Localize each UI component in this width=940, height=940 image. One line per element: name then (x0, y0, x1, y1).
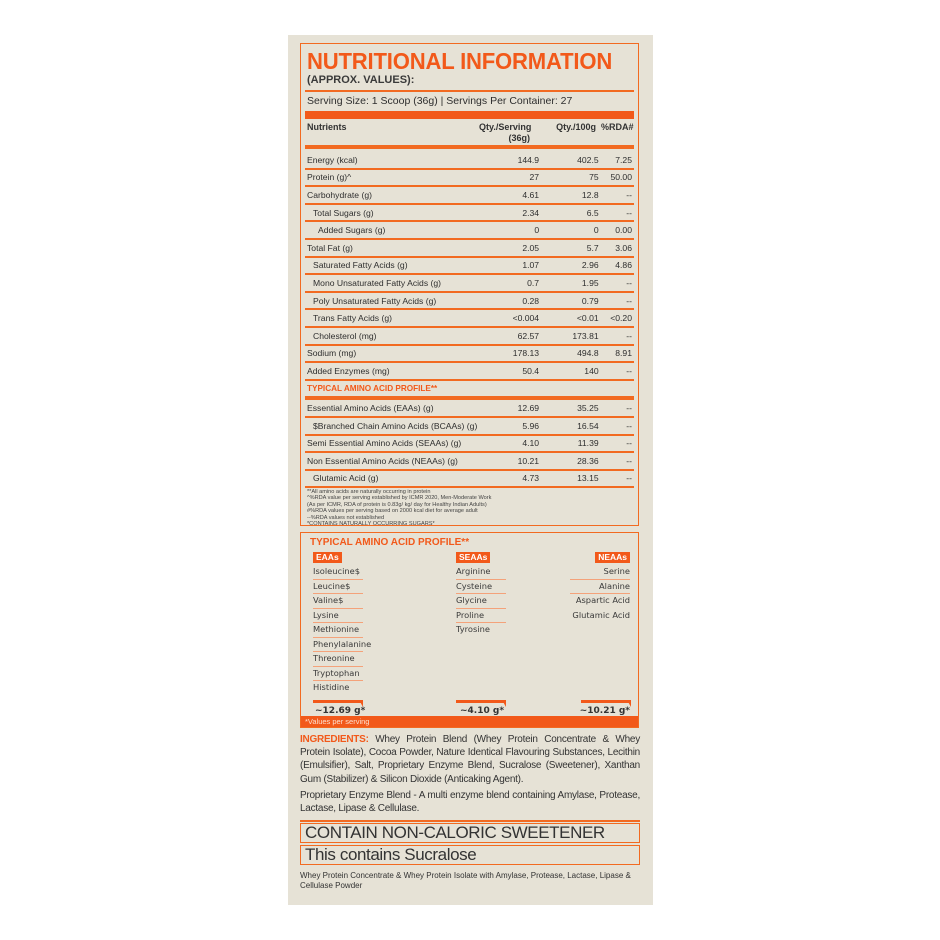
ingredients (300, 733, 640, 818)
qty-100g: 12.8 (541, 186, 601, 204)
serving-info: Serving Size: 1 Scoop (36g) | Servings Per Container: 27 (307, 95, 573, 107)
table-row (305, 257, 634, 275)
amino-acid-item: Glutamic Acid (572, 609, 630, 620)
rda: -- (601, 186, 634, 204)
qty-100g: 6.5 (541, 204, 601, 222)
ingredients-list (300, 733, 640, 786)
seaas-total: ~4.10 g* (460, 706, 505, 716)
eaas-total: ~12.69 g* (315, 706, 366, 716)
footnote: *CONTAINS NATURALLY OCCURRING SUGARS* (307, 521, 435, 528)
ingredients-label: INGREDIENTS: (300, 734, 369, 745)
qty-100g: 13.15 (541, 470, 601, 488)
qty-100g: 1.95 (541, 274, 601, 292)
amino-acid-item: Cysteine (456, 580, 506, 595)
amino-acid-item: Arginine (456, 565, 506, 580)
col-header-serving-line1: Qty./Serving (479, 122, 532, 132)
nutrition-table (305, 152, 634, 488)
nutrition-facts-panel (300, 43, 639, 526)
qty-100g: 402.5 (541, 152, 601, 169)
header-bar (305, 111, 634, 119)
qty-100g: 28.36 (541, 452, 601, 470)
amino-acid-item: Methionine (313, 623, 363, 638)
sucralose-warning: This contains Sucralose (300, 845, 640, 865)
qty-serving: 62.57 (491, 327, 541, 345)
panel-subtitle: (APPROX. VALUES): (307, 74, 415, 86)
table-row (305, 435, 634, 453)
nutrient-name: Mono Unsaturated Fatty Acids (g) (305, 274, 491, 292)
qty-100g: 0.79 (541, 292, 601, 310)
nutrition-label (288, 35, 653, 905)
qty-serving: 4.10 (491, 435, 541, 453)
header-divider (305, 145, 634, 149)
divider (300, 820, 640, 822)
qty-100g: 0 (541, 221, 601, 239)
qty-100g: 11.39 (541, 435, 601, 453)
rda: -- (601, 452, 634, 470)
col-header-per100: Qty./100g (556, 122, 596, 132)
qty-serving: 4.61 (491, 186, 541, 204)
table-row (305, 169, 634, 187)
nutrient-name: Protein (g)^ (305, 169, 491, 187)
rda: <0.20 (601, 309, 634, 327)
qty-100g: 5.7 (541, 239, 601, 257)
seaas-list (456, 565, 506, 638)
amino-section-header (305, 380, 634, 399)
qty-100g: 140 (541, 362, 601, 380)
qty-serving: 1.07 (491, 257, 541, 275)
amino-acid-item: Lysine (313, 609, 363, 624)
rda: 0.00 (601, 221, 634, 239)
seaas-tag: SEAAs (456, 552, 490, 563)
nutrient-name: Essential Amino Acids (EAAs) (g) (305, 398, 491, 417)
rda: -- (601, 204, 634, 222)
table-row (305, 417, 634, 435)
rda: 50.00 (601, 169, 634, 187)
nutrient-name: Carbohydrate (g) (305, 186, 491, 204)
col-header-serving-line2: (36g) (508, 133, 530, 143)
qty-serving: 2.34 (491, 204, 541, 222)
amino-acid-item: Serine (570, 565, 630, 580)
footnote: ^%RDA value per serving established by ICMR 2020, Men-Moderate Work (307, 495, 492, 502)
amino-acid-item: Threonine (313, 652, 363, 667)
ingredients-text: Whey Protein Blend (Whey Protein Concentrate & Whey Protein Isolate), Cocoa Powder, Nature Identical Flavouring Substances, Lecithin (Emulsifier), Salt, Proprietary Enzyme Blend, Sucralose (Sweetener), Xanthan Gum (Stabilizer) & Silicon Dioxide (Anticaking Agent). (300, 734, 640, 785)
amino-acid-item: Proline (456, 609, 506, 624)
neaas-list (570, 565, 630, 623)
nutrient-name: Total Sugars (g) (305, 204, 491, 222)
qty-100g: 75 (541, 169, 601, 187)
table-row (305, 274, 634, 292)
qty-serving: 10.21 (491, 452, 541, 470)
panel-title: NUTRITIONAL INFORMATION (307, 48, 613, 74)
rda: -- (601, 435, 634, 453)
qty-serving: 0 (491, 221, 541, 239)
seaas-total-marker (456, 700, 506, 703)
values-per-serving-note: *Values per serving (301, 716, 638, 727)
qty-serving: 5.96 (491, 417, 541, 435)
qty-serving: 2.05 (491, 239, 541, 257)
nutrient-name: Added Sugars (g) (305, 221, 491, 239)
amino-acid-item: Phenylalanine (313, 638, 363, 653)
table-row (305, 398, 634, 417)
rda: 4.86 (601, 257, 634, 275)
footnote: **All amino acids are naturally occurring in protein (307, 489, 431, 495)
table-row (305, 186, 634, 204)
qty-serving: 0.7 (491, 274, 541, 292)
nutrient-name: Cholesterol (mg) (305, 327, 491, 345)
table-row (305, 345, 634, 363)
rda: 8.91 (601, 345, 634, 363)
amino-profile-title: TYPICAL AMINO ACID PROFILE** (310, 537, 470, 548)
nutrient-name: Trans Fatty Acids (g) (305, 309, 491, 327)
nutrient-name: Poly Unsaturated Fatty Acids (g) (305, 292, 491, 310)
nutrient-name: Added Enzymes (mg) (305, 362, 491, 380)
qty-serving: 4.73 (491, 470, 541, 488)
rda: -- (601, 292, 634, 310)
sweetener-warning: CONTAIN NON-CALORIC SWEETENER (300, 823, 640, 843)
neaas-tag: NEAAs (595, 552, 630, 563)
footnotes (307, 489, 491, 527)
footnote: (As per ICMR, RDA of protein is 0.83g/ kg/ day for Healthy Indian Adults) (307, 501, 487, 508)
nutrient-name: $Branched Chain Amino Acids (BCAAs) (g) (305, 417, 491, 435)
qty-100g: 2.96 (541, 257, 601, 275)
rda: 7.25 (601, 152, 634, 169)
neaas-total-marker (581, 700, 631, 703)
nutrient-name: Saturated Fatty Acids (g) (305, 257, 491, 275)
col-header-nutrients: Nutrients (307, 122, 347, 132)
eaas-tag: EAAs (313, 552, 342, 563)
footnote: --%RDA values not established (307, 514, 385, 521)
nutrient-name: Non Essential Amino Acids (NEAAs) (g) (305, 452, 491, 470)
amino-acid-item: Tyrosine (456, 624, 490, 634)
table-row (305, 152, 634, 169)
amino-acid-item: Tryptophan (313, 667, 363, 682)
amino-acid-item: Leucine$ (313, 580, 363, 595)
amino-acid-item: Isoleucine$ (313, 565, 363, 580)
qty-serving: 144.9 (491, 152, 541, 169)
rda: -- (601, 417, 634, 435)
amino-acid-item: Glycine (456, 594, 506, 609)
eaas-list (313, 565, 372, 696)
table-row (305, 221, 634, 239)
table-row (305, 327, 634, 345)
enzyme-note: Proprietary Enzyme Blend - A multi enzyme blend containing Amylase, Protease, Lactase, Lipase & Cellulase. (300, 789, 640, 815)
nutrient-name: Energy (kcal) (305, 152, 491, 169)
table-row (305, 292, 634, 310)
table-row (305, 309, 634, 327)
table-row (305, 362, 634, 380)
qty-100g: 173.81 (541, 327, 601, 345)
nutrient-name: Glutamic Acid (g) (305, 470, 491, 488)
nutrient-name: Sodium (mg) (305, 345, 491, 363)
nutrient-name: Semi Essential Amino Acids (SEAAs) (g) (305, 435, 491, 453)
col-header-rda: %RDA# (601, 122, 634, 132)
amino-acid-item: Histidine (313, 682, 350, 692)
amino-acid-item: Aspartic Acid (575, 595, 630, 605)
rda: -- (601, 398, 634, 417)
rda: -- (601, 362, 634, 380)
eaas-total-marker (313, 700, 363, 703)
table-row (305, 239, 634, 257)
rda: -- (601, 327, 634, 345)
product-description: Whey Protein Concentrate & Whey Protein Isolate with Amylase, Protease, Lactase, Lipase & Cellulase Powder (300, 871, 631, 890)
qty-100g: <0.01 (541, 309, 601, 327)
amino-acid-profile-panel (300, 532, 639, 728)
amino-acid-item: Alanine (570, 580, 630, 595)
rda: -- (601, 470, 634, 488)
table-row (305, 452, 634, 470)
qty-100g: 494.8 (541, 345, 601, 363)
qty-serving: 178.13 (491, 345, 541, 363)
amino-acid-item: Valine$ (313, 594, 363, 609)
qty-serving: <0.004 (491, 309, 541, 327)
divider (305, 90, 634, 92)
table-row (305, 204, 634, 222)
neaas-total: ~10.21 g* (579, 706, 630, 716)
qty-serving: 50.4 (491, 362, 541, 380)
rda: -- (601, 274, 634, 292)
qty-100g: 16.54 (541, 417, 601, 435)
footnote: #%RDA values per serving based on 2000 kcal diet for average adult (307, 508, 478, 515)
amino-section-label: TYPICAL AMINO ACID PROFILE** (305, 380, 634, 399)
nutrient-name: Total Fat (g) (305, 239, 491, 257)
qty-serving: 0.28 (491, 292, 541, 310)
rda: 3.06 (601, 239, 634, 257)
qty-serving: 27 (491, 169, 541, 187)
qty-100g: 35.25 (541, 398, 601, 417)
qty-serving: 12.69 (491, 398, 541, 417)
col-header-serving (479, 122, 530, 144)
table-row (305, 470, 634, 488)
